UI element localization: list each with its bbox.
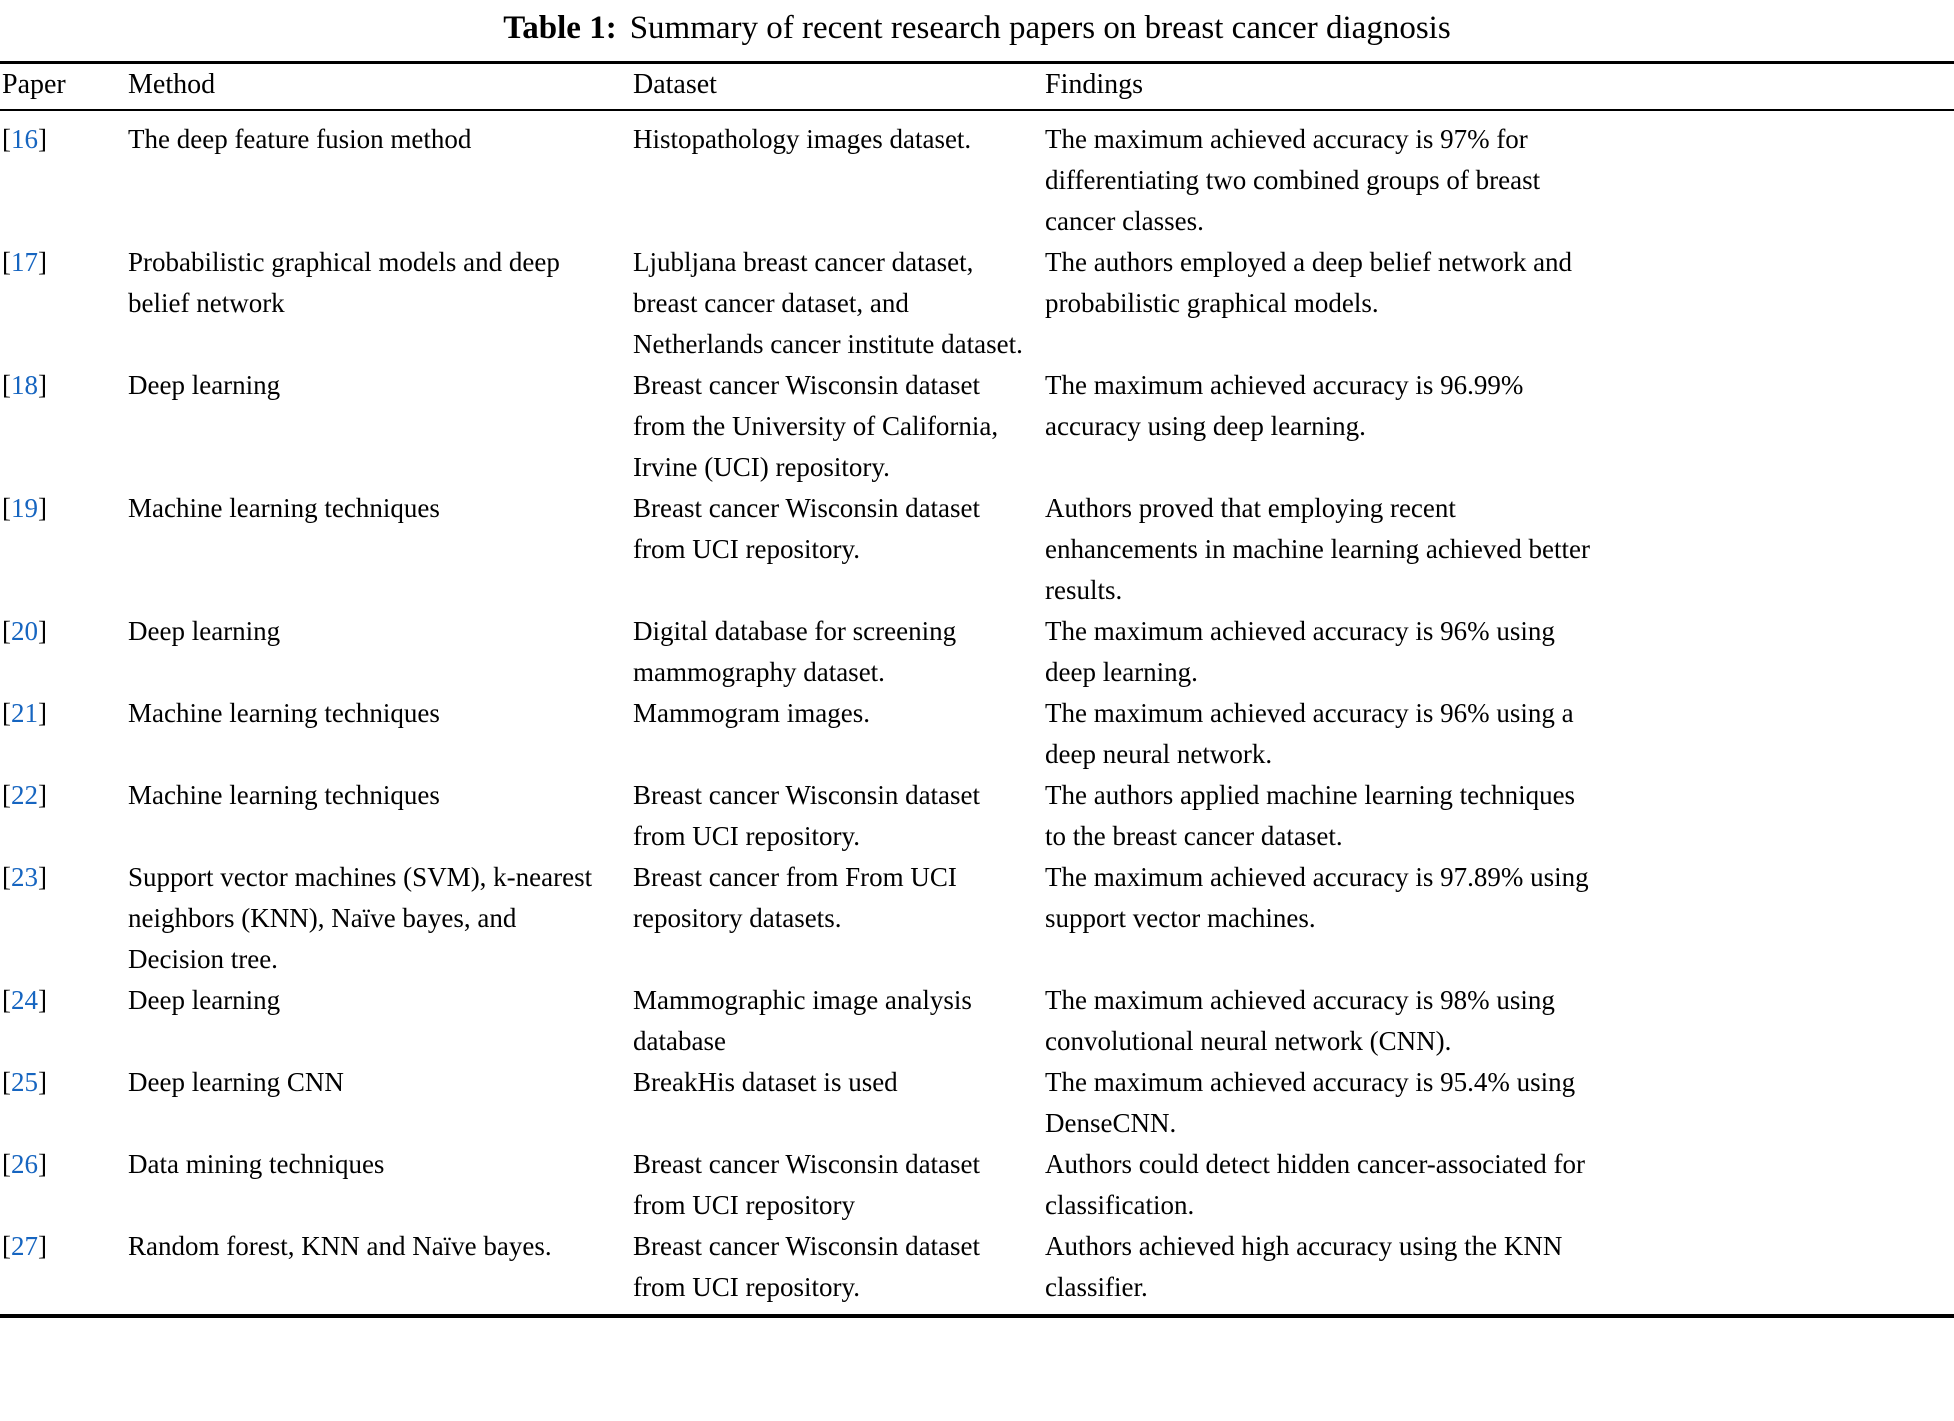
cell-method: Probabilistic graphical models and deep belief network	[128, 246, 560, 318]
citation-bracket-close: ]	[38, 1148, 47, 1179]
cell-findings: The maximum achieved accuracy is 96% using deep learning.	[1045, 615, 1555, 687]
citation-bracket-close: ]	[38, 369, 47, 400]
column-header-dataset: Dataset	[633, 62, 1045, 109]
cell-paper	[0, 110, 128, 242]
citation-bracket-open: [	[2, 615, 11, 646]
citation-link[interactable]: 27	[11, 1230, 38, 1261]
cell-method: Deep learning	[128, 369, 281, 400]
cell-findings: The maximum achieved accuracy is 98% using convolutional neural network (CNN).	[1045, 984, 1555, 1056]
cell-dataset: Breast cancer Wisconsin dataset from UCI repository.	[633, 492, 981, 564]
citation-bracket-open: [	[2, 246, 11, 277]
citation-bracket-close: ]	[38, 1066, 47, 1097]
column-header-paper: Paper	[0, 62, 128, 109]
table-row	[0, 110, 1954, 242]
cell-findings: The maximum achieved accuracy is 96% using a deep neural network.	[1045, 697, 1574, 769]
cell-dataset: Ljubljana breast cancer dataset, breast cancer dataset, and Netherlands cancer institute dataset.	[633, 246, 1023, 359]
table-body	[0, 110, 1954, 1316]
table-row	[0, 242, 1954, 365]
cell-findings: The maximum achieved accuracy is 97% for differentiating two combined groups of breast cancer classes.	[1045, 123, 1541, 236]
cell-paper	[0, 857, 128, 980]
citation-bracket-close: ]	[38, 697, 47, 728]
cell-findings: Authors achieved high accuracy using the KNN classifier.	[1045, 1230, 1563, 1302]
cell-paper	[0, 693, 128, 775]
cell-paper	[0, 242, 128, 365]
cell-dataset: Mammographic image analysis database	[633, 984, 972, 1056]
citation-link[interactable]: 16	[11, 123, 38, 154]
cell-dataset: Breast cancer from From UCI repository datasets.	[633, 861, 957, 933]
cell-paper	[0, 1144, 128, 1226]
citation-bracket-open: [	[2, 123, 11, 154]
table-caption-text: Summary of recent research papers on breast cancer diagnosis	[629, 10, 1451, 46]
table-row	[0, 1226, 1954, 1316]
citation-bracket-open: [	[2, 369, 11, 400]
citation-bracket-close: ]	[38, 984, 47, 1015]
table-row	[0, 693, 1954, 775]
citation-bracket-close: ]	[38, 861, 47, 892]
citation-bracket-close: ]	[38, 492, 47, 523]
cell-method: Machine learning techniques	[128, 779, 440, 810]
citation-bracket-open: [	[2, 1066, 11, 1097]
cell-findings: The authors employed a deep belief network and probabilistic graphical models.	[1045, 246, 1573, 318]
citation-bracket-close: ]	[38, 779, 47, 810]
cell-dataset: Breast cancer Wisconsin dataset from UCI repository.	[633, 779, 981, 851]
cell-findings: The maximum achieved accuracy is 95.4% using DenseCNN.	[1045, 1066, 1576, 1138]
citation-bracket-open: [	[2, 779, 11, 810]
cell-findings: Authors proved that employing recent enhancements in machine learning achieved better results.	[1045, 492, 1590, 605]
citation-link[interactable]: 26	[11, 1148, 38, 1179]
table-row	[0, 488, 1954, 611]
table-row	[0, 775, 1954, 857]
cell-dataset: BreakHis dataset is used	[633, 1066, 898, 1097]
cell-method: Random forest, KNN and Naïve bayes.	[128, 1230, 552, 1261]
summary-table	[0, 61, 1954, 1318]
cell-findings: Authors could detect hidden cancer-associated for classification.	[1045, 1148, 1585, 1220]
cell-findings: The authors applied machine learning techniques to the breast cancer dataset.	[1045, 779, 1576, 851]
table-row	[0, 980, 1954, 1062]
cell-method: Deep learning	[128, 615, 281, 646]
citation-link[interactable]: 25	[11, 1066, 38, 1097]
cell-paper	[0, 611, 128, 693]
citation-bracket-close: ]	[38, 1230, 47, 1261]
table-caption	[0, 10, 1954, 61]
citation-bracket-open: [	[2, 1148, 11, 1179]
cell-method: Deep learning	[128, 984, 281, 1015]
table-row	[0, 611, 1954, 693]
cell-paper	[0, 488, 128, 611]
table-row	[0, 1144, 1954, 1226]
cell-paper	[0, 365, 128, 488]
citation-link[interactable]: 23	[11, 861, 38, 892]
cell-method: Data mining techniques	[128, 1148, 385, 1179]
cell-method: Deep learning CNN	[128, 1066, 344, 1097]
cell-method: Machine learning techniques	[128, 492, 440, 523]
cell-method: The deep feature fusion method	[128, 123, 472, 154]
cell-dataset: Breast cancer Wisconsin dataset from the University of California, Irvine (UCI) repository.	[633, 369, 999, 482]
cell-method: Machine learning techniques	[128, 697, 440, 728]
cell-dataset: Digital database for screening mammography dataset.	[633, 615, 957, 687]
citation-bracket-open: [	[2, 492, 11, 523]
cell-paper	[0, 980, 128, 1062]
table-header-row	[0, 62, 1954, 109]
cell-method: Support vector machines (SVM), k-nearest neighbors (KNN), Naïve bayes, and Decision tree.	[128, 861, 593, 974]
citation-link[interactable]: 17	[11, 246, 38, 277]
cell-findings: The maximum achieved accuracy is 96.99% accuracy using deep learning.	[1045, 369, 1524, 441]
cell-paper	[0, 775, 128, 857]
table-caption-label: Table 1:	[503, 10, 617, 46]
citation-link[interactable]: 20	[11, 615, 38, 646]
cell-dataset: Breast cancer Wisconsin dataset from UCI repository.	[633, 1230, 981, 1302]
cell-dataset: Breast cancer Wisconsin dataset from UCI repository	[633, 1148, 981, 1220]
citation-bracket-open: [	[2, 697, 11, 728]
citation-bracket-close: ]	[38, 246, 47, 277]
table-row	[0, 1062, 1954, 1144]
citation-link[interactable]: 24	[11, 984, 38, 1015]
citation-bracket-close: ]	[38, 615, 47, 646]
table-row	[0, 857, 1954, 980]
citation-bracket-close: ]	[38, 123, 47, 154]
table-row	[0, 365, 1954, 488]
column-header-findings: Findings	[1045, 62, 1954, 109]
cell-dataset: Mammogram images.	[633, 697, 870, 728]
citation-bracket-open: [	[2, 984, 11, 1015]
citation-link[interactable]: 19	[11, 492, 38, 523]
cell-paper	[0, 1226, 128, 1316]
citation-link[interactable]: 21	[11, 697, 38, 728]
citation-link[interactable]: 18	[11, 369, 38, 400]
citation-bracket-open: [	[2, 1230, 11, 1261]
cell-findings: The maximum achieved accuracy is 97.89% using support vector machines.	[1045, 861, 1589, 933]
cell-paper	[0, 1062, 128, 1144]
cell-dataset: Histopathology images dataset.	[633, 123, 972, 154]
citation-link[interactable]: 22	[11, 779, 38, 810]
citation-bracket-open: [	[2, 861, 11, 892]
column-header-method: Method	[128, 62, 633, 109]
